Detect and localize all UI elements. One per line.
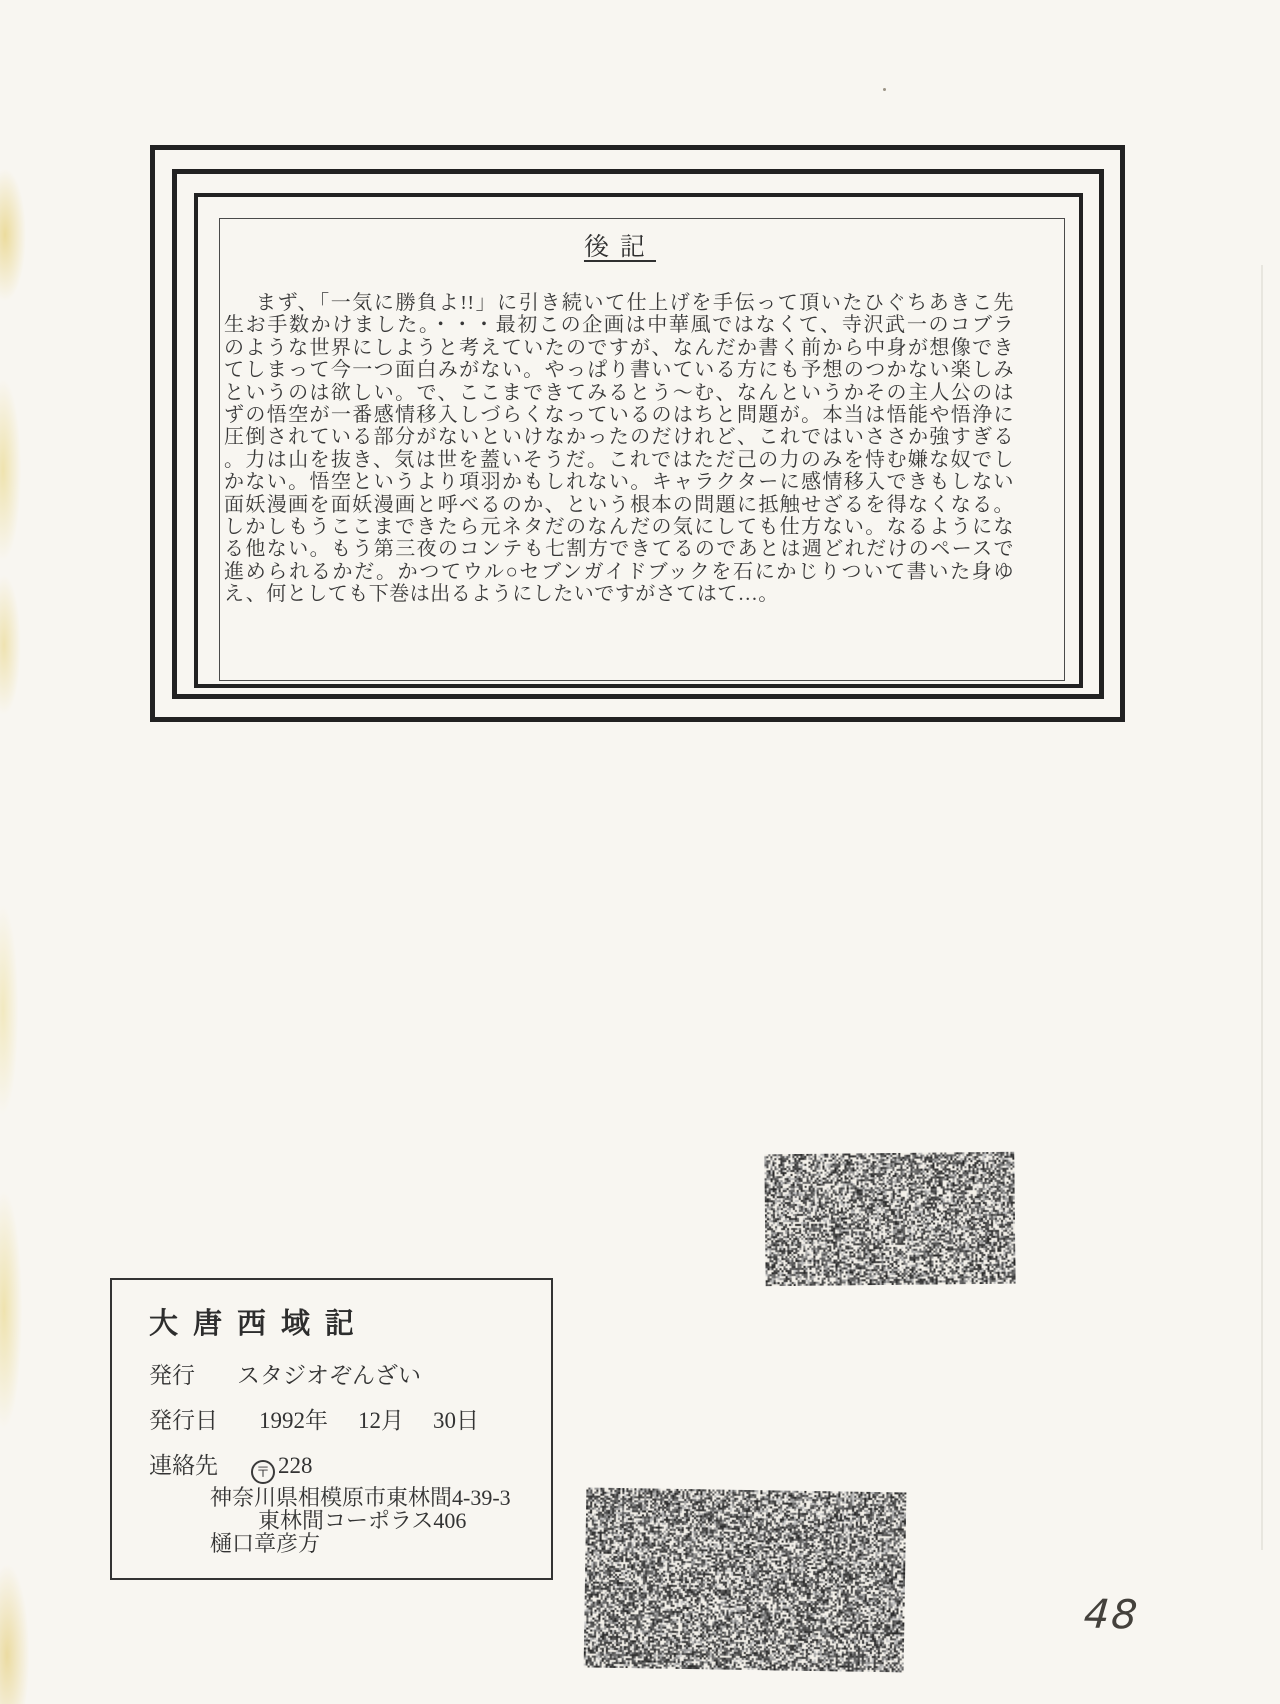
postal-mark-icon: 〒 bbox=[251, 1460, 275, 1484]
contact-row bbox=[149, 1453, 551, 1484]
postal-code: 228 bbox=[278, 1453, 313, 1478]
afterword-line: る他ない。もう第三夜のコンテも七割方できてるのであとは週どれだけのペースで bbox=[224, 538, 1014, 561]
afterword-line: え、何としても下巻は出るようにしたいですがさてはて…。 bbox=[224, 583, 779, 606]
address-line: 神奈川県相模原市東林間4-39-3 bbox=[210, 1485, 511, 1510]
afterword-line: 面妖漫画を面妖漫画と呼べるのか、という根本の問題に抵触せざるを得なくなる。 bbox=[224, 493, 1014, 516]
afterword-line: しかしもうここまできたら元ネタだのなんだの気にしても仕方ない。なるようにな bbox=[224, 516, 1014, 539]
colophon-box bbox=[110, 1278, 553, 1580]
afterword-line: 進められるかだ。かつてウル○セブンガイドブックを石にかじりついて書いた身ゆ bbox=[224, 560, 1014, 583]
afterword-box bbox=[219, 218, 1065, 681]
scan-edge-artifact bbox=[0, 0, 34, 1704]
noise-image-lower bbox=[584, 1487, 907, 1672]
afterword-line: 圧倒されている部分がないといけなかったのだけれど、これではいささか強すぎる bbox=[224, 426, 1014, 449]
afterword-line: ずの悟空が一番感情移入しづらくなっているのはちと問題が。本当は悟能や悟浄に bbox=[224, 404, 1014, 427]
publisher-value: スタジオぞんざい bbox=[237, 1363, 421, 1388]
publish-date-day: 30日 bbox=[433, 1408, 479, 1433]
publish-date-year: 1992年 bbox=[259, 1408, 328, 1433]
afterword-line: 生お手数かけました。・・・最初この企画は中華風ではなくて、寺沢武一のコブラ bbox=[224, 314, 1014, 337]
page-number: 48 bbox=[1081, 1591, 1141, 1639]
afterword-line: というのは欲しい。で、ここまできてみるとう～む、なんというかその主人公のは bbox=[224, 381, 1014, 404]
afterword-line: てしまって今一つ面白みがない。やっぱり書いている方にも予想のつかない楽しみ bbox=[224, 359, 1014, 382]
afterword-line: 。力は山を抜き、気は世を蓋いそうだ。これではただ己の力のみを恃む嫌な奴でし bbox=[224, 448, 1014, 471]
publish-date-label: 発行日 bbox=[149, 1408, 218, 1433]
contact-label: 連絡先 bbox=[149, 1453, 218, 1478]
doujin-title: 大唐西域記 bbox=[149, 1308, 370, 1340]
afterword-line: まず、「一気に勝負よ!!」に引き続いて仕上げを手伝って頂いたひぐちあきこ先 bbox=[256, 292, 1014, 314]
afterword-line: かない。悟空というより項羽かもしれない。キャラクターに感情移入できもしない bbox=[224, 471, 1014, 494]
address-line: 東林間コーポラス406 bbox=[258, 1508, 467, 1533]
contact-value bbox=[251, 1453, 313, 1484]
scan-right-edge-artifact bbox=[1261, 265, 1263, 1550]
noise-image-upper bbox=[764, 1152, 1015, 1287]
afterword-body bbox=[220, 292, 1064, 606]
publisher-row bbox=[149, 1363, 551, 1389]
publish-date-value bbox=[259, 1408, 479, 1434]
address-line: 樋口章彦方 bbox=[210, 1531, 321, 1556]
afterword-title: 後記 bbox=[583, 234, 656, 261]
publish-date-row bbox=[149, 1408, 551, 1434]
publish-date-month: 12月 bbox=[358, 1408, 404, 1433]
scan-speck bbox=[883, 88, 886, 91]
afterword-line: のような世界にしようと考えていたのですが、なんだか書く前から中身が想像でき bbox=[224, 336, 1014, 359]
publisher-label: 発行 bbox=[149, 1363, 195, 1388]
